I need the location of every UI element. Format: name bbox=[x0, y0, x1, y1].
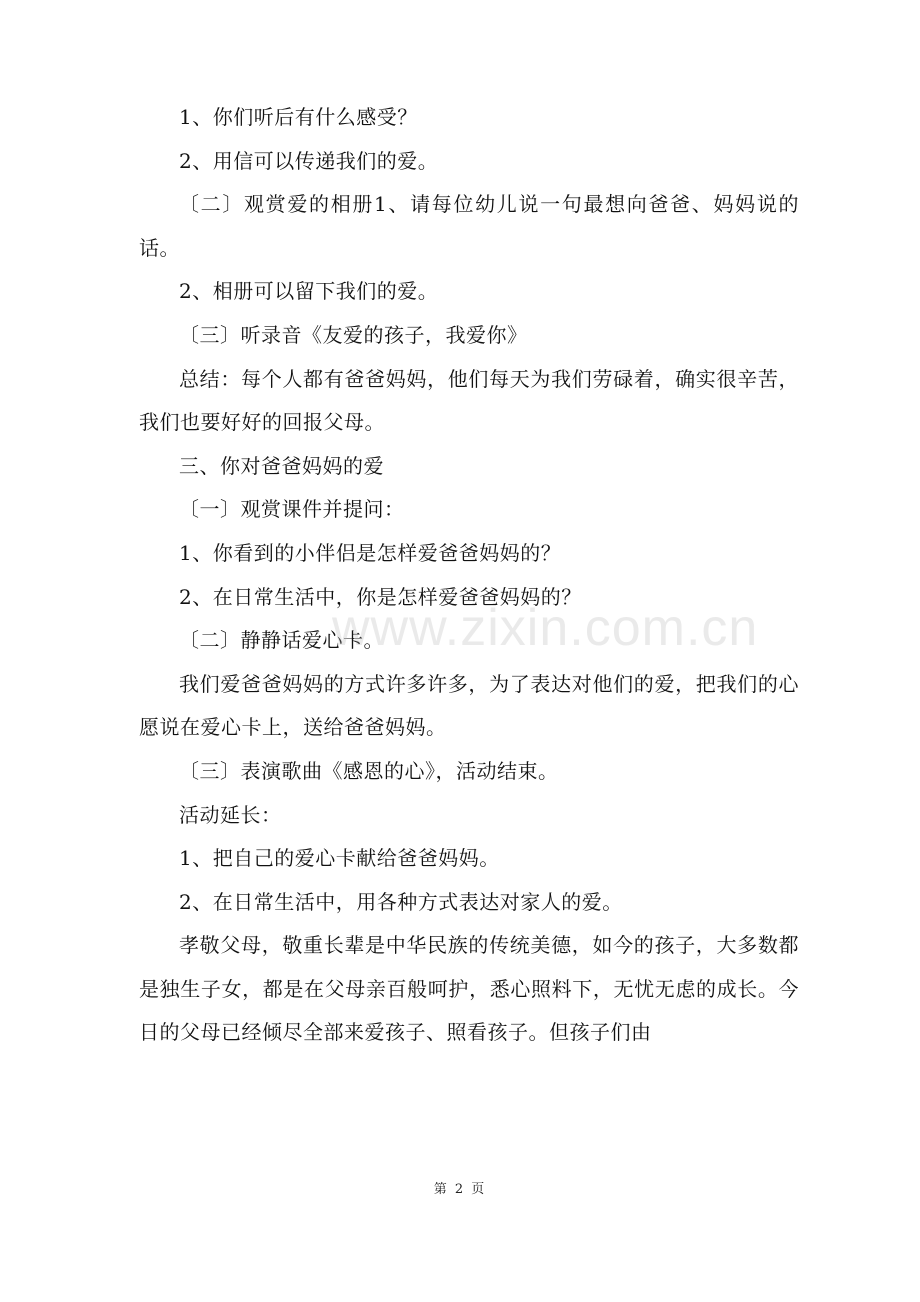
paragraph: 2、相册可以留下我们的爱。 bbox=[179, 279, 439, 304]
page-number: 第 2 页 bbox=[433, 1182, 487, 1197]
document-body bbox=[139, 96, 799, 1055]
paragraph: 1、把自己的爱心卡献给爸爸妈妈。 bbox=[179, 846, 500, 871]
paragraph: 〔一〕观赏课件并提问： bbox=[179, 497, 405, 522]
paragraph: 2、用信可以传递我们的爱。 bbox=[179, 148, 439, 173]
paragraph: 1、你们听后有什么感受？ bbox=[179, 105, 418, 129]
paragraph: 〔二〕观赏爱的相册1、请每位幼儿说一句最想向爸爸、妈妈说的话。 bbox=[139, 192, 799, 260]
paragraph: 〔三〕表演歌曲《感恩的心》，活动结束。 bbox=[179, 758, 559, 783]
paragraph: 1、你看到的小伴侣是怎样爱爸爸妈妈的？ bbox=[179, 540, 562, 565]
paragraph: 〔二〕静静话爱心卡。 bbox=[179, 628, 384, 653]
paragraph: 我们爱爸爸妈妈的方式许多许多，为了表达对他们的爱，把我们的心愿说在爱心卡上，送给爸爸妈妈。 bbox=[139, 671, 799, 740]
section-heading: 三、你对爸爸妈妈的爱 bbox=[179, 453, 384, 478]
paragraph: 2、在日常生活中，用各种方式表达对家人的爱。 bbox=[179, 889, 623, 914]
paragraph: 2、在日常生活中，你是怎样爱爸爸妈妈的？ bbox=[179, 584, 582, 609]
paragraph: 〔三〕听录音《友爱的孩子，我爱你》 bbox=[179, 322, 528, 347]
watermark: www.zixin.com.cn bbox=[332, 599, 759, 657]
paragraph: 孝敬父母，敬重长辈是中华民族的传统美德，如今的孩子，大多数都是独生子女，都是在父母亲百般呵护，悉心照料下，无忧无虑的成长。今日的父母已经倾尽全部来爱孩子、照看孩子。但孩子们由 bbox=[139, 933, 799, 1045]
paragraph: 总结：每个人都有爸爸妈妈，他们每天为我们劳碌着，确实很辛苦，我们也要好好的回报父母。 bbox=[139, 366, 799, 435]
paragraph: 活动延长： bbox=[179, 802, 282, 827]
